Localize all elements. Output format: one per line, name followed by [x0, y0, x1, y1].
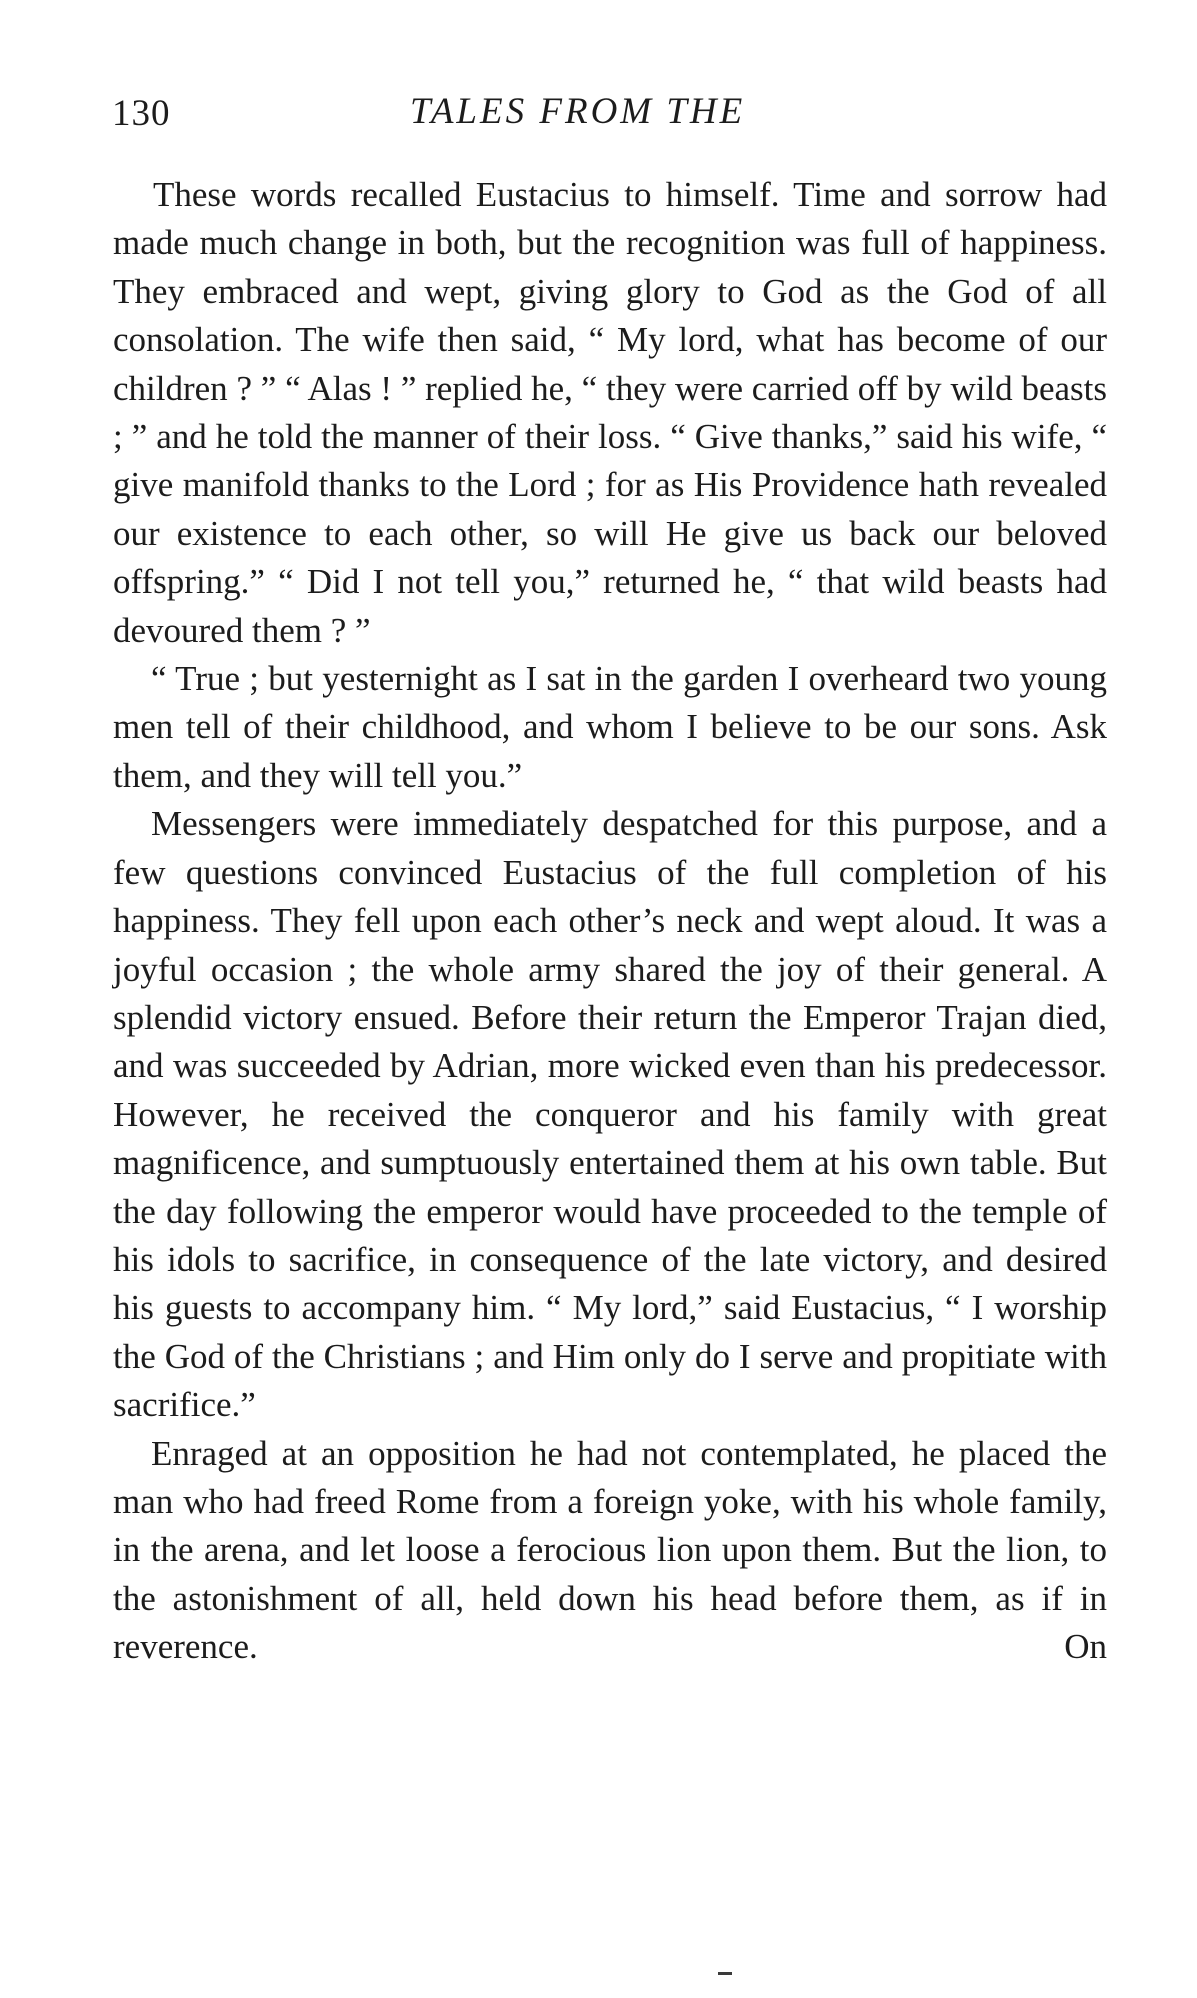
- printer-mark: [718, 1972, 732, 1975]
- body-text: [113, 171, 1107, 1672]
- paragraph: These words recalled Eustacius to himself. Time and sorrow had made much change in both, but the recognition was full of happiness. They embraced and wept, giving glory to God as the God of all consolation. The wife then said, “ My lord, what has become of our children ? ” “ Alas ! ” replied he, “ they were carried off by wild beasts ; ” and he told the manner of their loss. “ Give thanks,” said his wife, “ give manifold thanks to the Lord ; for as His Providence hath revealed our existence to each other, so will He give us back our beloved offspring.” “ Did I not tell you,” returned he, “ that wild beasts had devoured them ? ”: [113, 175, 1107, 650]
- paragraph: Messengers were immediately despatched for this purpose, and a few questions convinced Eustacius of the full completion of his happiness. They fell upon each other’s neck and wept aloud. It was a joyful occasion ; the whole army shared the joy of their general. A splendid victory ensued. Before their return the Emperor Trajan died, and was succeeded by Adrian, more wicked even than his predecessor. However, he received the conqueror and his family with great magnificence, and sumptuously entertained them at his own table. But the day following the emperor would have proceeded to the temple of his idols to sacrifice, in consequence of the late victory, and desired his guests to accompany him. “ My lord,” said Eustacius, “ I worship the God of the Christians ; and Him only do I serve and propitiate with sacrifice.”: [113, 804, 1107, 1425]
- running-head: TALES FROM THE: [410, 91, 746, 132]
- paragraph: Enraged at an opposition he had not contemplated, he placed the man who had freed Rome from a foreign yoke, with his whole family, in the arena, and let loose a ferocious lion upon them. But the lion, to the astonishment of all, held down his head before them, as if in reverence. On: [113, 1433, 1107, 1667]
- page-number: 130: [112, 93, 171, 134]
- paragraph: “ True ; but yesternight as I sat in the garden I overheard two young men tell of their childhood, and whom I believe to be our sons. Ask them, and they will tell you.”: [113, 659, 1107, 795]
